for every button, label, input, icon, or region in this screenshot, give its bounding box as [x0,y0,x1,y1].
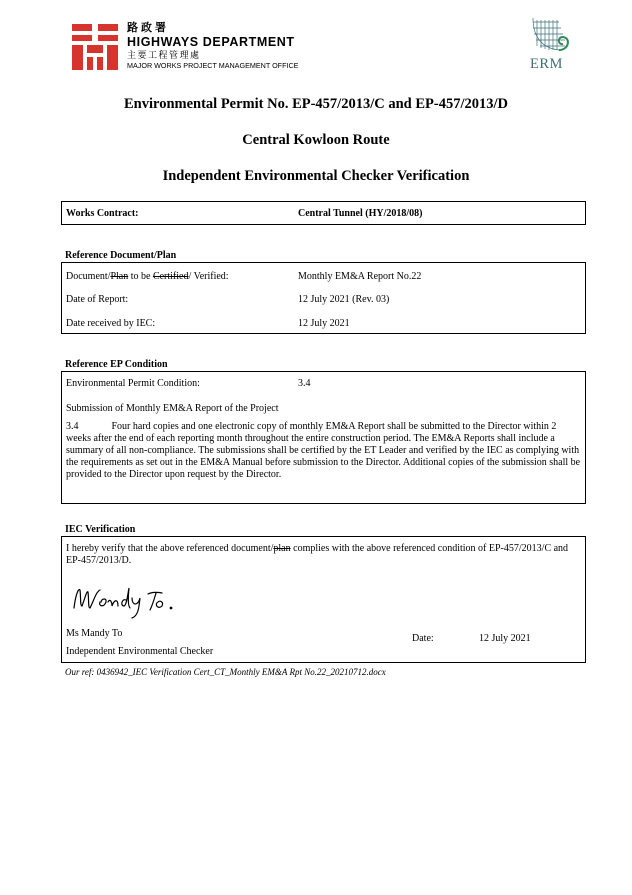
clause-number: 3.4 [66,421,79,432]
date-of-report-label: Date of Report: [66,294,129,305]
permit-title: Environmental Permit No. EP-457/2013/C and EP-457/2013/D [124,96,508,112]
header-text-block [127,22,298,71]
verification-date-value: 12 July 2021 [479,633,531,644]
ep-condition-value: 3.4 [298,378,311,389]
date-of-report-value: 12 July 2021 (Rev. 03) [298,294,390,305]
org-name-english: HIGHWAYS DEPARTMENT [127,35,295,49]
checker-name: Ms Mandy To [66,628,123,639]
document-reference: Our ref: 0436942_IEC Verification Cert_CT_Monthly EM&A Rpt No.22_20210712.docx [65,667,386,677]
ep-condition-title: Submission of Monthly EM&A Report of the Project [66,403,279,414]
date-received-value: 12 July 2021 [298,318,350,329]
ep-condition-clause [66,421,582,481]
verification-date-label: Date: [412,633,434,644]
subject-title: Independent Environmental Checker Verification [162,168,470,184]
works-contract-value: Central Tunnel (HY/2018/08) [298,208,423,219]
erm-logo-icon [525,16,575,56]
office-name-chinese: 主要工程管理處 [127,50,201,60]
office-name-english: MAJOR WORKS PROJECT MANAGEMENT OFFICE [127,61,299,70]
ep-condition-label: Environmental Permit Condition: [66,378,200,389]
org-name-chinese: 路政署 [127,22,169,34]
document-label: Document/Plan to be Certified/ Verified: [66,271,229,282]
document-value: Monthly EM&A Report No.22 [298,271,422,282]
verification-statement: I hereby verify that the above referenced document/plan complies with the above referenced condition of EP-457/2013/C and EP-457/2013/D. [66,543,569,566]
works-contract-label: Works Contract: [66,208,139,219]
reference-document-heading: Reference Document/Plan [65,250,177,261]
iec-verification-heading: IEC Verification [65,524,136,535]
erm-logo-text: ERM [530,56,563,72]
highways-department-logo [70,22,120,72]
handwritten-signature [70,578,180,622]
clause-text: Four hard copies and one electronic copy of monthly EM&A Report shall be submitted to the Director within 2 weeks after the end of each reporting month throughout the entire construction period. The EM&A Reports shall include a summary of all non-compliance. The submissions shall be certified by the ET Leader and verified by the IEC as complying with the requirements as set out in the EM&A Manual before submission to the Director. Additional copies of the submission shall be provided to the Director upon request by the Director. [66,421,581,480]
date-received-label: Date received by IEC: [66,318,156,329]
reference-ep-heading: Reference EP Condition [65,359,168,370]
checker-role: Independent Environmental Checker [66,646,214,657]
project-title: Central Kowloon Route [242,132,390,148]
